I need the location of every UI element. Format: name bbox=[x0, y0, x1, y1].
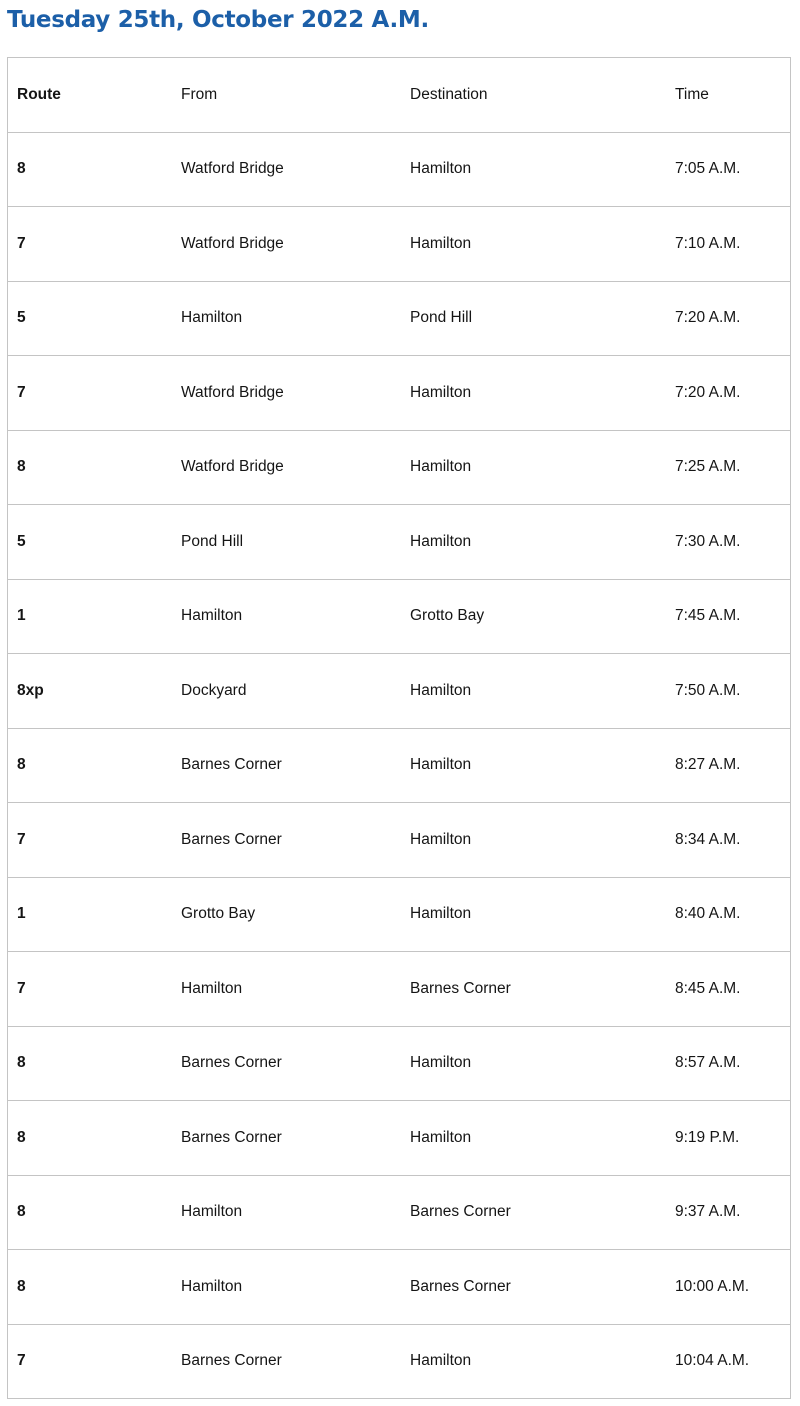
cell-route: 8 bbox=[8, 1101, 173, 1176]
column-header-time: Time bbox=[666, 58, 791, 133]
cell-time: 8:45 A.M. bbox=[666, 952, 791, 1027]
cell-from: Barnes Corner bbox=[181, 1352, 282, 1370]
cell-destination: Hamilton bbox=[401, 654, 666, 729]
table-row bbox=[8, 1250, 791, 1325]
cell-route: 7 bbox=[8, 207, 173, 282]
cell-destination: Hamilton bbox=[401, 877, 666, 952]
table-row bbox=[8, 430, 791, 505]
cell-from: Watford Bridge bbox=[172, 207, 401, 282]
cell-destination: Hamilton bbox=[401, 132, 666, 207]
cell-route: 1 bbox=[8, 579, 173, 654]
table-header bbox=[8, 58, 791, 133]
table-body bbox=[8, 132, 791, 1399]
cell-time: 7:50 A.M. bbox=[666, 654, 791, 729]
cell-destination: Hamilton bbox=[401, 207, 666, 282]
cell-route: 5 bbox=[8, 281, 173, 356]
bus-schedule-table bbox=[7, 57, 791, 1399]
cell-destination: Hamilton bbox=[401, 430, 666, 505]
header-row bbox=[8, 58, 791, 133]
table-row bbox=[8, 952, 791, 1027]
column-header-route: Route bbox=[8, 58, 173, 133]
cell-from: Barnes Corner bbox=[172, 803, 401, 878]
table-row bbox=[8, 654, 791, 729]
page-title: Tuesday 25th, October 2022 A.M. bbox=[7, 7, 429, 33]
cell-route: 8xp bbox=[8, 654, 173, 729]
cell-time: 8:27 A.M. bbox=[666, 728, 791, 803]
cell-route: 1 bbox=[8, 877, 173, 952]
cell-destination: Hamilton bbox=[401, 1101, 666, 1176]
cell-route: 7 bbox=[17, 1352, 26, 1370]
cell-time: 8:34 A.M. bbox=[666, 803, 791, 878]
table-row bbox=[8, 132, 791, 207]
cell-from: Watford Bridge bbox=[172, 132, 401, 207]
cell-destination: Hamilton bbox=[401, 1026, 666, 1101]
cell-from: Barnes Corner bbox=[172, 728, 401, 803]
cell-from: Hamilton bbox=[172, 1175, 401, 1250]
cell-time: 10:00 A.M. bbox=[666, 1250, 791, 1325]
table-row bbox=[8, 281, 791, 356]
cell-from: Watford Bridge bbox=[172, 430, 401, 505]
cell-route: 8 bbox=[8, 132, 173, 207]
cell-destination: Hamilton bbox=[410, 1352, 472, 1370]
cell-destination: Barnes Corner bbox=[401, 1250, 666, 1325]
cell-time: 7:10 A.M. bbox=[666, 207, 791, 282]
cell-time: 7:30 A.M. bbox=[666, 505, 791, 580]
cell-route: 5 bbox=[8, 505, 173, 580]
cell-route: 7 bbox=[8, 952, 173, 1027]
cell-time: 7:20 A.M. bbox=[666, 356, 791, 431]
cell-time: 10:04 A.M. bbox=[675, 1352, 750, 1370]
cell-time: 7:20 A.M. bbox=[666, 281, 791, 356]
cell-time: 9:19 P.M. bbox=[666, 1101, 791, 1176]
cell-from: Barnes Corner bbox=[172, 1026, 401, 1101]
table-row bbox=[8, 1324, 791, 1399]
cell-time: 9:37 A.M. bbox=[666, 1175, 791, 1250]
table-row bbox=[8, 728, 791, 803]
cell-destination: Hamilton bbox=[401, 728, 666, 803]
cell-from: Dockyard bbox=[172, 654, 401, 729]
table-row bbox=[8, 505, 791, 580]
table-row bbox=[8, 579, 791, 654]
cell-from: Grotto Bay bbox=[172, 877, 401, 952]
cell-destination: Hamilton bbox=[401, 356, 666, 431]
cell-route: 8 bbox=[8, 430, 173, 505]
cell-route: 7 bbox=[8, 356, 173, 431]
table-row bbox=[8, 1175, 791, 1250]
cell-route: 7 bbox=[8, 803, 173, 878]
cell-from: Hamilton bbox=[172, 952, 401, 1027]
table-row bbox=[8, 1101, 791, 1176]
cell-destination: Hamilton bbox=[401, 505, 666, 580]
column-header-from: From bbox=[172, 58, 401, 133]
cell-time: 7:05 A.M. bbox=[666, 132, 791, 207]
cell-route: 8 bbox=[8, 1250, 173, 1325]
cell-time: 7:45 A.M. bbox=[666, 579, 791, 654]
cell-destination: Hamilton bbox=[401, 803, 666, 878]
cell-route: 8 bbox=[8, 1175, 173, 1250]
cell-from: Barnes Corner bbox=[172, 1101, 401, 1176]
cell-from: Pond Hill bbox=[172, 505, 401, 580]
cell-from: Watford Bridge bbox=[172, 356, 401, 431]
cell-route: 8 bbox=[8, 728, 173, 803]
cell-time: 8:40 A.M. bbox=[666, 877, 791, 952]
cell-destination: Pond Hill bbox=[401, 281, 666, 356]
cell-destination: Barnes Corner bbox=[401, 1175, 666, 1250]
cell-time: 8:57 A.M. bbox=[666, 1026, 791, 1101]
table-row bbox=[8, 356, 791, 431]
cell-from: Hamilton bbox=[172, 579, 401, 654]
cell-from: Hamilton bbox=[172, 281, 401, 356]
cell-destination: Grotto Bay bbox=[401, 579, 666, 654]
cell-destination: Barnes Corner bbox=[401, 952, 666, 1027]
table-row bbox=[8, 803, 791, 878]
table-row bbox=[8, 877, 791, 952]
cell-time: 7:25 A.M. bbox=[666, 430, 791, 505]
cell-route: 8 bbox=[8, 1026, 173, 1101]
cell-from: Hamilton bbox=[172, 1250, 401, 1325]
table-row bbox=[8, 1026, 791, 1101]
column-header-destination: Destination bbox=[401, 58, 666, 133]
table-row bbox=[8, 207, 791, 282]
